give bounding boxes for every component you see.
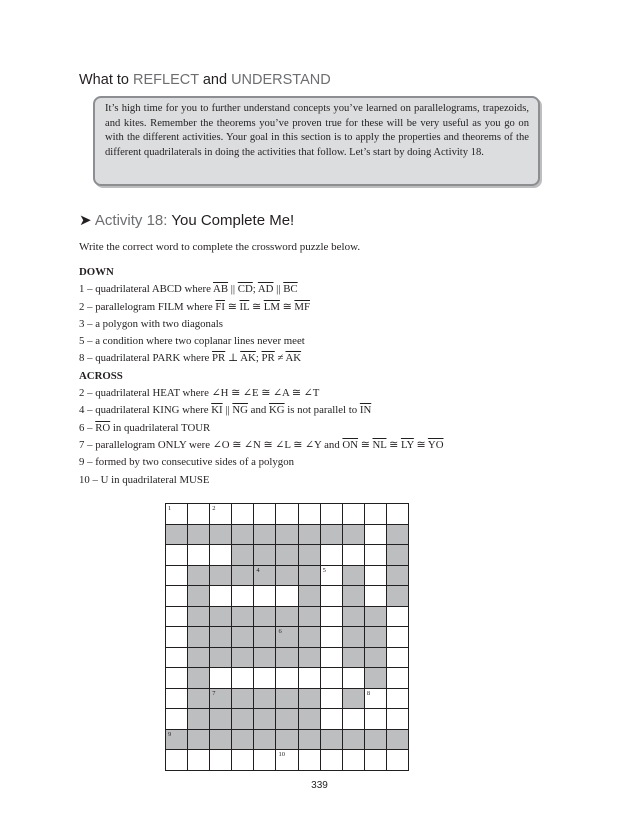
clue-number: 10	[278, 751, 285, 758]
activity-label: Activity 18:	[94, 212, 168, 229]
grid-cell[interactable]	[232, 586, 254, 607]
grid-row	[166, 586, 409, 607]
grid-cell-shaded	[188, 565, 210, 586]
grid-row	[166, 606, 409, 627]
grid-cell-shaded	[342, 688, 364, 709]
clue-across-7: 7 – parallelogram ONLY were ∠O ≅ ∠N ≅ ∠L ≅ ∠Y and $\overline{ON}$ ≅ $\overline{NL}$ ≅ $\overline{LY}$ ≅ $\overline{YO}$	[79, 438, 444, 451]
grid-cell[interactable]	[364, 688, 386, 709]
grid-cell-shaded	[188, 627, 210, 648]
grid-cell[interactable]	[298, 668, 320, 689]
grid-cell[interactable]	[364, 565, 386, 586]
grid-cell-shaded	[276, 688, 298, 709]
grid-row	[166, 524, 409, 545]
grid-cell-shaded	[342, 606, 364, 627]
grid-cell[interactable]	[320, 688, 342, 709]
grid-cell-shaded	[232, 729, 254, 750]
grid-cell-shaded	[188, 668, 210, 689]
grid-cell[interactable]	[342, 504, 364, 525]
grid-row	[166, 668, 409, 689]
grid-cell[interactable]	[320, 504, 342, 525]
intro-text: It’s high time for you to further understand concepts you’ve learned on parallelograms, trapezoids, and kites. Remember the theorems you’ve proven true for these will be very useful as you go on with the different activities. Your goal in this section is to apply the properties and theorems of the different quadrilaterals in doing the activities that follow. Let’s start by doing Activity 18.	[105, 103, 529, 158]
grid-cell[interactable]	[386, 647, 408, 668]
grid-cell[interactable]	[254, 750, 276, 771]
clue-across-10: 10 – U in quadrilateral MUSE	[79, 473, 210, 486]
grid-cell[interactable]	[210, 545, 232, 566]
grid-cell[interactable]	[364, 709, 386, 730]
grid-cell[interactable]	[320, 606, 342, 627]
grid-cell[interactable]	[320, 545, 342, 566]
grid-cell[interactable]	[166, 586, 188, 607]
grid-cell-shaded	[254, 545, 276, 566]
grid-cell-shaded	[298, 627, 320, 648]
grid-cell-shaded	[210, 565, 232, 586]
clue-number: 5	[322, 566, 326, 574]
grid-cell-shaded	[386, 565, 408, 586]
grid-cell[interactable]	[166, 545, 188, 566]
intro-box	[93, 96, 540, 186]
grid-cell[interactable]	[320, 565, 342, 586]
grid-cell-shaded	[298, 729, 320, 750]
grid-cell[interactable]	[166, 709, 188, 730]
grid-cell[interactable]	[166, 688, 188, 709]
grid-cell-shaded	[210, 627, 232, 648]
grid-cell-shaded	[276, 647, 298, 668]
across-heading: ACROSS	[79, 369, 123, 382]
grid-cell[interactable]	[254, 586, 276, 607]
grid-cell-shaded	[298, 606, 320, 627]
grid-cell-shaded	[210, 688, 232, 709]
grid-cell[interactable]	[210, 504, 232, 525]
grid-cell-shaded	[166, 524, 188, 545]
grid-cell[interactable]	[166, 647, 188, 668]
grid-cell[interactable]	[254, 668, 276, 689]
grid-cell[interactable]	[298, 750, 320, 771]
grid-cell[interactable]	[342, 545, 364, 566]
grid-cell[interactable]	[232, 668, 254, 689]
grid-cell[interactable]	[276, 586, 298, 607]
clue-number: 4	[256, 566, 260, 574]
grid-cell[interactable]	[210, 750, 232, 771]
grid-cell[interactable]	[364, 504, 386, 525]
clue-number: 1	[168, 505, 172, 512]
arrow-icon: ➤	[79, 212, 92, 229]
grid-cell-shaded	[298, 545, 320, 566]
heading-understand: UNDERSTAND	[231, 72, 331, 88]
grid-cell-shaded	[276, 709, 298, 730]
clue-down-1: 1 – quadrilateral ABCD where $\overline{AB}$ || $\overline{CD}$; $\overline{AD}$ || $\overline{BC}$	[79, 283, 298, 296]
grid-cell[interactable]	[342, 709, 364, 730]
grid-cell-shaded	[342, 565, 364, 586]
grid-cell-shaded	[210, 524, 232, 545]
clue-across-4: 4 – quadrilateral KING where $\overline{KI}$ || $\overline{NG}$ and $\overline{KG}$ is not parallel to $\overline{IN}$	[79, 404, 372, 417]
grid-cell-shaded	[232, 647, 254, 668]
grid-cell-shaded	[342, 729, 364, 750]
grid-cell-shaded	[298, 565, 320, 586]
grid-cell[interactable]	[210, 586, 232, 607]
grid-cell-shaded	[386, 545, 408, 566]
grid-cell[interactable]	[166, 504, 188, 525]
clue-down-5: 5 – a condition where two coplanar lines never meet	[79, 335, 305, 348]
grid-cell[interactable]	[386, 504, 408, 525]
clue-down-2: 2 – parallelogram FILM where $\overline{FI}$ ≅ $\overline{IL}$ ≅ $\overline{LM}$ ≅ $\overline{MF}$	[79, 300, 310, 313]
grid-cell-shaded	[210, 729, 232, 750]
grid-cell-shaded	[254, 565, 276, 586]
grid-row	[166, 729, 409, 750]
grid-cell-shaded	[254, 647, 276, 668]
grid-row	[166, 688, 409, 709]
grid-cell[interactable]	[298, 504, 320, 525]
grid-cell-shaded	[298, 647, 320, 668]
down-heading: DOWN	[79, 266, 114, 278]
instructions: Write the correct word to complete the crossword puzzle below.	[79, 241, 361, 253]
clue-number: 6	[278, 628, 282, 635]
grid-cell-shaded	[342, 627, 364, 648]
grid-cell[interactable]	[364, 586, 386, 607]
grid-cell[interactable]	[386, 750, 408, 771]
grid-cell-shaded	[364, 668, 386, 689]
grid-cell-shaded	[232, 606, 254, 627]
grid-cell-shaded	[386, 524, 408, 545]
grid-cell-shaded	[254, 627, 276, 648]
grid-cell[interactable]	[386, 668, 408, 689]
clue-number: 2	[212, 505, 216, 512]
grid-cell-shaded	[320, 524, 342, 545]
grid-cell-shaded	[276, 545, 298, 566]
grid-cell-shaded	[276, 627, 298, 648]
grid-cell[interactable]	[166, 565, 188, 586]
grid-cell-shaded	[364, 729, 386, 750]
clue-number: 8	[366, 689, 371, 697]
grid-cell[interactable]	[342, 750, 364, 771]
grid-cell[interactable]	[210, 668, 232, 689]
grid-cell-shaded	[188, 647, 210, 668]
grid-row	[166, 565, 409, 586]
grid-cell-shaded	[342, 647, 364, 668]
grid-cell-shaded	[364, 606, 386, 627]
grid-cell[interactable]	[386, 606, 408, 627]
heading-and: and	[198, 72, 232, 88]
grid-cell[interactable]	[276, 668, 298, 689]
grid-cell[interactable]	[166, 750, 188, 771]
crossword-grid	[165, 503, 409, 771]
grid-cell[interactable]	[166, 668, 188, 689]
grid-cell-shaded	[320, 729, 342, 750]
grid-cell[interactable]	[364, 545, 386, 566]
grid-cell-shaded	[364, 647, 386, 668]
clue-list	[79, 264, 444, 489]
grid-cell-shaded	[298, 586, 320, 607]
grid-cell-shaded	[276, 729, 298, 750]
grid-cell-shaded	[254, 729, 276, 750]
section-heading	[79, 72, 331, 88]
grid-cell-shaded	[342, 524, 364, 545]
grid-cell-shaded	[276, 524, 298, 545]
grid-cell-shaded	[188, 688, 210, 709]
grid-cell-shaded	[188, 729, 210, 750]
clue-across-2: 2 – quadrilateral HEAT where ∠H ≅ ∠E ≅ ∠A ≅ ∠T	[79, 387, 320, 400]
grid-row	[166, 504, 409, 525]
grid-cell-shaded	[232, 709, 254, 730]
grid-cell[interactable]	[188, 750, 210, 771]
grid-cell[interactable]	[188, 545, 210, 566]
grid-cell[interactable]	[364, 750, 386, 771]
grid-cell-shaded	[210, 606, 232, 627]
grid-cell[interactable]	[386, 709, 408, 730]
grid-row	[166, 750, 409, 771]
grid-cell-shaded	[342, 586, 364, 607]
grid-cell[interactable]	[232, 750, 254, 771]
grid-row	[166, 709, 409, 730]
heading-reflect: REFLECT	[133, 72, 199, 88]
grid-cell-shaded	[188, 606, 210, 627]
grid-row	[166, 647, 409, 668]
grid-cell[interactable]	[364, 524, 386, 545]
grid-cell[interactable]	[166, 627, 188, 648]
grid-cell[interactable]	[276, 750, 298, 771]
clue-across-9: 9 – formed by two consecutive sides of a polygon	[79, 456, 294, 469]
grid-cell-shaded	[210, 647, 232, 668]
grid-cell-shaded	[386, 586, 408, 607]
grid-cell-shaded	[254, 709, 276, 730]
grid-cell-shaded	[232, 627, 254, 648]
grid-cell-shaded	[232, 688, 254, 709]
heading-what-to: What to	[79, 72, 133, 88]
grid-cell[interactable]	[386, 627, 408, 648]
grid-row	[166, 627, 409, 648]
clue-down-8: 8 – quadrilateral PARK where $\overline{PR}$ ⊥ $\overline{AK}$; $\overline{PR} \ne \overline{AK}$	[79, 352, 302, 365]
grid-cell[interactable]	[320, 709, 342, 730]
grid-cell[interactable]	[254, 504, 276, 525]
grid-cell-shaded	[232, 524, 254, 545]
grid-cell-shaded	[276, 606, 298, 627]
grid-cell-shaded	[364, 627, 386, 648]
grid-cell-shaded	[254, 606, 276, 627]
grid-cell-shaded	[188, 709, 210, 730]
grid-cell[interactable]	[276, 504, 298, 525]
grid-cell-shaded	[188, 524, 210, 545]
grid-cell-shaded	[276, 565, 298, 586]
grid-cell[interactable]	[320, 750, 342, 771]
grid-cell[interactable]	[386, 688, 408, 709]
clue-across-6: $6 - \overline{RO}$ in quadrilateral TOUR	[79, 421, 211, 434]
activity-heading	[79, 211, 294, 229]
grid-cell-shaded	[166, 729, 188, 750]
grid-cell-shaded	[232, 545, 254, 566]
grid-cell[interactable]	[342, 668, 364, 689]
grid-cell-shaded	[386, 729, 408, 750]
grid-cell[interactable]	[166, 606, 188, 627]
grid-cell[interactable]	[320, 668, 342, 689]
grid-cell-shaded	[232, 565, 254, 586]
grid-cell-shaded	[210, 709, 232, 730]
grid-cell-shaded	[254, 688, 276, 709]
grid-cell[interactable]	[320, 627, 342, 648]
page-number: 339	[311, 780, 328, 791]
grid-cell-shaded	[254, 524, 276, 545]
grid-cell[interactable]	[320, 647, 342, 668]
grid-cell-shaded	[188, 586, 210, 607]
grid-cell-shaded	[298, 524, 320, 545]
clue-down-3: 3 – a polygon with two diagonals	[79, 317, 223, 330]
grid-row	[166, 545, 409, 566]
activity-title: You Complete Me!	[171, 212, 295, 229]
grid-cell-shaded	[298, 709, 320, 730]
grid-cell[interactable]	[320, 586, 342, 607]
clue-number: 9	[168, 730, 172, 738]
grid-cell[interactable]	[232, 504, 254, 525]
grid-cell[interactable]	[188, 504, 210, 525]
clue-number: 7	[212, 689, 216, 697]
grid-cell-shaded	[298, 688, 320, 709]
